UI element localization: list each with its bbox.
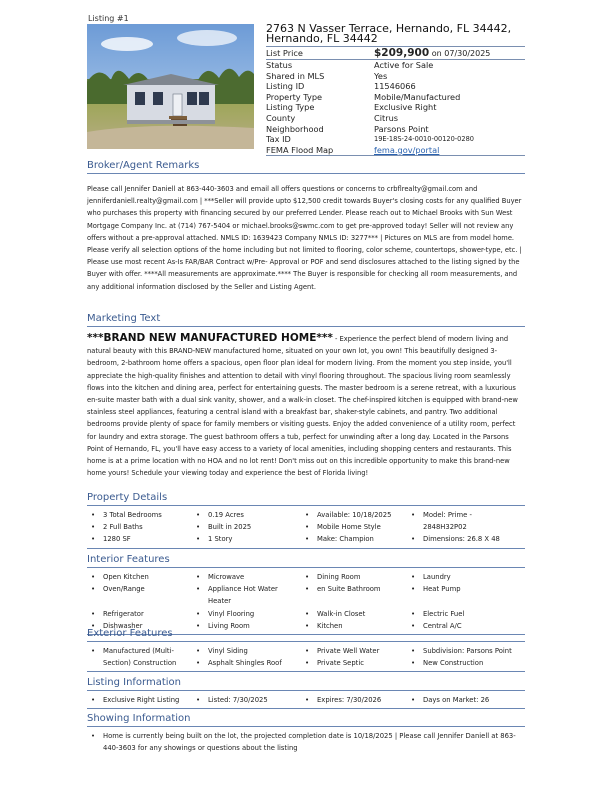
summary-key: Neighborhood (266, 123, 324, 134)
interior-features-grid (87, 571, 525, 635)
listing-information-title: Listing Information (87, 677, 525, 691)
exterior-features-section (87, 628, 525, 672)
feature-item: • Available: 10/18/2025 (301, 509, 407, 521)
feature-item: • Manufactured (Multi- (87, 645, 192, 657)
summary-row-price (266, 47, 525, 60)
feature-item: • Laundry (407, 571, 525, 583)
interior-features-title: Interior Features (87, 554, 525, 568)
feature-item: Section) Construction (103, 659, 177, 668)
summary-row (266, 124, 525, 135)
summary-key: County (266, 112, 296, 123)
price-date: on 07/30/2025 (431, 49, 491, 58)
broker-remarks-section (87, 160, 525, 293)
summary-key: Listing ID (266, 81, 305, 92)
property-details-section (87, 492, 525, 549)
summary-row (266, 92, 525, 103)
exterior-features-title: Exterior Features (87, 628, 525, 642)
summary-key: Property Type (266, 91, 323, 102)
feature-item: • Kitchen (301, 620, 407, 632)
summary-value: Citrus (374, 112, 399, 123)
feature-item: • Dimensions: 26.8 X 48 (407, 533, 525, 545)
feature-item: • Open Kitchen (87, 571, 192, 583)
house-image (87, 24, 254, 149)
summary-row-tax-id (266, 134, 525, 145)
summary-key: Listing Type (266, 102, 315, 113)
interior-features-section (87, 554, 525, 635)
feature-item: • Subdivision: Parsons Point (407, 645, 525, 657)
listing-number: Listing #1 (88, 14, 129, 23)
marketing-lead: ***BRAND NEW MANUFACTURED HOME*** (87, 332, 333, 344)
feature-item: • Vinyl Flooring (192, 608, 301, 620)
feature-item: • Central A/C (407, 620, 525, 632)
feature-item: • 1 Story (192, 533, 301, 545)
marketing-text (87, 332, 525, 479)
listing-information-section (87, 677, 525, 709)
feature-item: • New Construction (407, 657, 525, 669)
feature-item: • Heat Pump (407, 583, 525, 607)
property-address (266, 24, 528, 44)
feature-item: • Microwave (192, 571, 301, 583)
marketing-body: - Experience the perfect blend of modern living and natural beauty with this BRAND-NEW manufactured home, situated on your own lot, you own! This beautifully designed 3-bedroom, 2-bathroom home offers a spacious, open floor plan ideal for modern living. From the moment you step inside, you'll appreciate the high-quality finishes and attention to detail with vinyl flooring throughout. The spacious living room seamlessly flows into the kitchen and dining area, perfect for entertaining guests. The master bedroom is a serene retreat, with a luxurious en-suite master bath with a dual sink vanity, shower, and a walk-in closet. The chef-inspired kitchen is equipped with brand-new stainless steel appliances, featuring a central island with a breakfast bar, shaker-style cabinets, and pantry. Two additional bedrooms provide plenty of space for family members or visiting guests. Enjoy the added convenience of a utility room, perfect for laundry and extra storage. The guest bathroom offers a tub, perfect for unwinding after a long day. Located in the Parsons Point of Hernando, FL, you'll have easy access to a variety of local amenities, including shopping centers and restaurants. This home is at a prime location with no HOA and no lot rent! Don't miss out on this incredible opportunity to make this brand-new home yours! Schedule your viewing today and experience the best of Florida living! (87, 335, 518, 478)
showing-information-title: Showing Information (87, 713, 525, 727)
feature-item: • Expires: 7/30/2026 (301, 694, 407, 706)
marketing-section (87, 313, 525, 479)
feature-item: • Listed: 7/30/2025 (192, 694, 301, 706)
summary-row (266, 60, 525, 71)
feature-item: • Make: Champion (301, 533, 407, 545)
summary-value: Exclusive Right (374, 102, 437, 113)
price-label: List Price (266, 48, 303, 58)
feature-item: • Electric Fuel (407, 608, 525, 620)
summary-row-flood-map (266, 145, 525, 157)
exterior-features-grid (87, 645, 525, 672)
flood-map-link[interactable]: fema.gov/portal (374, 144, 440, 155)
summary-key: Status (266, 60, 293, 70)
property-details-title: Property Details (87, 492, 525, 506)
feature-item: • Refrigerator (87, 608, 192, 620)
feature-item: • en Suite Bathroom (301, 583, 407, 607)
marketing-title: Marketing Text (87, 313, 525, 327)
summary-value: Active for Sale (374, 60, 434, 70)
feature-item: 2848H32P02 (423, 523, 467, 532)
listing-summary-table (266, 46, 525, 156)
summary-row (266, 113, 525, 124)
summary-value: Yes (374, 70, 388, 81)
feature-item: • 1280 SF (87, 533, 192, 545)
summary-value: Mobile/Manufactured (374, 91, 461, 102)
broker-remarks-text: Please call Jennifer Daniell at 863-440-3603 and email all offers questions or concerns to crbflrealty@gmail.com and jenniferdaniell.realty@gmail.com | ***Seller will provide upto $12,500 credit towards Buyer's closing costs for any qualified Buyer who purchases this property with financing secured by our preferred Lender. Please reach out to Michael Brooks with Sun West Mortgage Company Inc. at (714) 767-5404 or michael.brooks@swmc.com to get pre-approved today! Seller will not review any offers without a pre-approval attached. NMLS ID: 1639423 Company NMLS ID: 3277*** | Pictures on MLS are from model home. Please verify all selection options of the home including but not limited to flooring, color scheme, countertops, shower-type, etc. | Please use most recent As-Is FAR/BAR Contract w/Pre- Approval or POF and send disclosures attached to the listing signed by the Buyer with offer. ****All measurements are approximate.**** The Buyer is responsible for checking all room measurements, and any additional information disclosed by the Seller and Listing Agent. (87, 185, 522, 291)
property-details-grid (87, 509, 525, 549)
feature-item: • Model: Prime - (407, 509, 525, 521)
summary-row (266, 81, 525, 92)
feature-item: • 3 Total Bedrooms (87, 509, 192, 521)
listing-information-grid (87, 694, 525, 709)
showing-information-section (87, 713, 525, 754)
feature-item: • Asphalt Shingles Roof (192, 657, 301, 669)
feature-item: • Exclusive Right Listing (87, 694, 192, 706)
flood-map-label: FEMA Flood Map (266, 144, 334, 155)
feature-item: • Oven/Range (87, 583, 192, 607)
summary-row (266, 71, 525, 82)
broker-remarks-title: Broker/Agent Remarks (87, 160, 525, 174)
feature-item: • 2 Full Baths (87, 521, 192, 533)
price-value (374, 47, 525, 59)
feature-item: • Dining Room (301, 571, 407, 583)
feature-item: • Walk-in Closet (301, 608, 407, 620)
summary-value: 11546066 (374, 81, 416, 92)
address-line-1: 2763 N Vasser Terrace, Hernando, FL 34442, (266, 22, 512, 35)
feature-item: • Mobile Home Style (301, 521, 407, 533)
summary-row (266, 102, 525, 113)
feature-item: • Dishwasher (87, 620, 192, 632)
property-photo[interactable] (87, 24, 254, 149)
showing-information-text: • Home is currently being built on the lot, the projected completion date is 10/18/2025 | Please call Jennifer Daniell at 863-440-3603 for any showings or questions about the listing (87, 730, 525, 754)
feature-item: • Appliance Hot Water Heater (192, 583, 301, 607)
feature-item: • Private Septic (301, 657, 407, 669)
feature-item: • Days on Market: 26 (407, 694, 525, 706)
price-amount: $209,900 (374, 47, 430, 59)
address-line-2: Hernando, FL 34442 (266, 32, 378, 45)
feature-item: • Living Room (192, 620, 301, 632)
tax-id-label: Tax ID (266, 134, 291, 145)
feature-item: • Private Well Water (301, 645, 407, 657)
summary-value: Parsons Point (374, 123, 429, 134)
feature-item: • Built in 2025 (192, 521, 301, 533)
summary-key: Shared in MLS (266, 70, 325, 81)
tax-id-value: 19E-18S-24-0010-00120-0280 (374, 135, 474, 144)
feature-item: • Vinyl Siding (192, 645, 301, 657)
feature-item: • 0.19 Acres (192, 509, 301, 521)
